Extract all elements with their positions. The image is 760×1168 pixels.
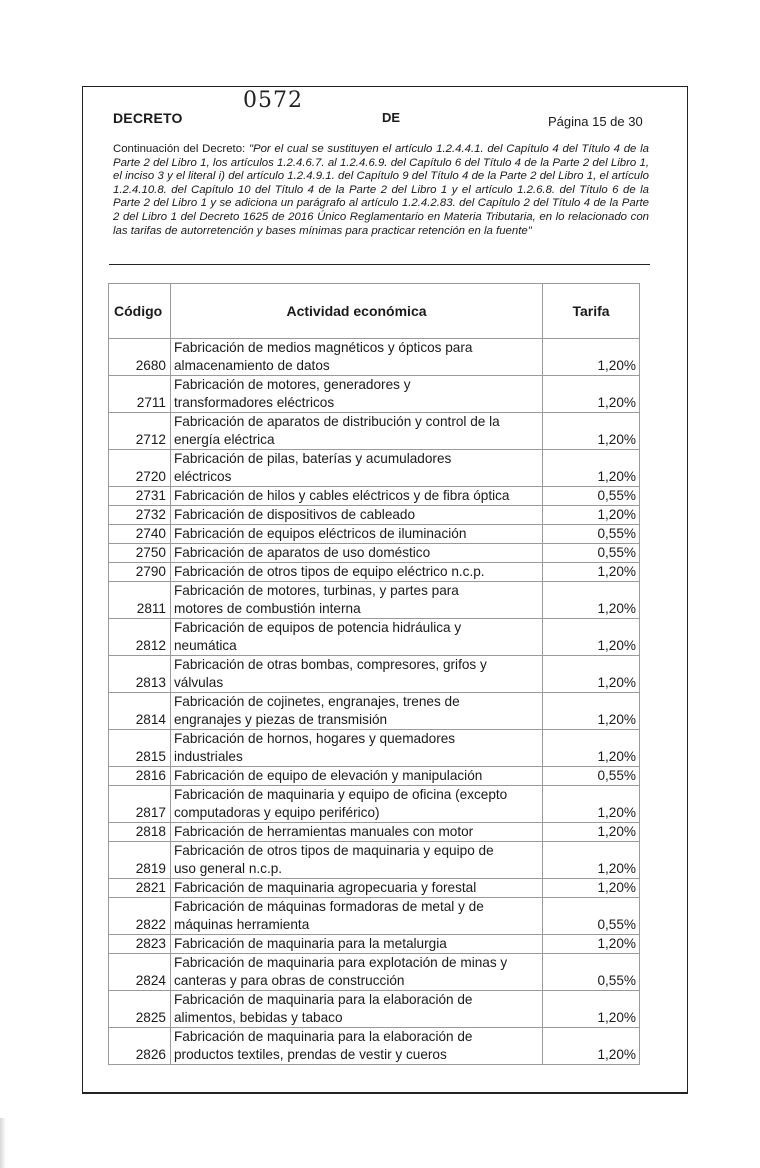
row-code: 2824 (109, 954, 171, 991)
activity-line: industriales (174, 749, 243, 764)
table-row (109, 954, 640, 991)
row-activity (171, 525, 543, 544)
activity-line: Fabricación de aparatos de uso doméstico (174, 545, 431, 560)
table-row (109, 525, 640, 544)
table-row (109, 487, 640, 506)
activity-line: engranajes y piezas de transmisión (174, 712, 388, 727)
row-activity (171, 487, 543, 506)
activity-line: Fabricación de pilas, baterías y acumuladores (174, 451, 452, 466)
row-rate: 1,20% (543, 823, 640, 842)
row-rate: 1,20% (543, 619, 640, 656)
row-rate: 1,20% (543, 506, 640, 525)
header-code: Código (109, 284, 171, 339)
row-rate: 0,55% (543, 544, 640, 563)
table-row (109, 1028, 640, 1065)
row-code: 2814 (109, 693, 171, 730)
table-row (109, 506, 640, 525)
table-row (109, 898, 640, 935)
row-code: 2812 (109, 619, 171, 656)
activity-line: Fabricación de otras bombas, compresores, grifos y (174, 657, 487, 672)
activity-line: Fabricación de equipo de elevación y manipulación (174, 768, 483, 783)
row-activity (171, 582, 543, 619)
header-activity: Actividad económica (171, 284, 543, 339)
table-body (109, 339, 640, 1065)
row-activity (171, 935, 543, 954)
row-activity (171, 450, 543, 487)
date-label: DE (382, 110, 401, 125)
row-activity (171, 563, 543, 582)
row-rate: 1,20% (543, 935, 640, 954)
row-code: 2816 (109, 767, 171, 786)
table-row (109, 823, 640, 842)
activity-line: Fabricación de maquinaria para explotación de minas y (174, 955, 508, 970)
row-rate: 1,20% (543, 376, 640, 413)
activity-line: Fabricación de equipos de potencia hidráulica y (174, 620, 462, 635)
table-row (109, 619, 640, 656)
activity-line: válvulas (174, 675, 224, 690)
scan-edge-shadow (0, 1118, 6, 1168)
activity-line: motores de combustión interna (174, 601, 361, 616)
table-header-row (109, 284, 640, 339)
row-activity (171, 339, 543, 376)
row-rate: 1,20% (543, 879, 640, 898)
table-row (109, 935, 640, 954)
activity-line: computadoras y equipo periférico) (174, 805, 380, 820)
row-code: 2818 (109, 823, 171, 842)
row-activity (171, 376, 543, 413)
row-code: 2711 (109, 376, 171, 413)
activity-line: Fabricación de herramientas manuales con motor (174, 824, 474, 839)
row-activity (171, 544, 543, 563)
row-code: 2817 (109, 786, 171, 823)
header-divider (109, 264, 650, 265)
row-code: 2720 (109, 450, 171, 487)
table-row (109, 450, 640, 487)
row-activity (171, 656, 543, 693)
row-rate: 1,20% (543, 786, 640, 823)
table-row (109, 413, 640, 450)
row-activity (171, 619, 543, 656)
row-rate: 0,55% (543, 898, 640, 935)
activity-line: Fabricación de maquinaria para la elaboración de (174, 992, 473, 1007)
row-rate: 1,20% (543, 1028, 640, 1065)
decree-number: 0572 (243, 88, 303, 113)
continuation-paragraph (113, 143, 649, 238)
table-row (109, 376, 640, 413)
decree-label: DECRETO (113, 110, 183, 126)
row-code: 2813 (109, 656, 171, 693)
activity-line: neumática (174, 638, 237, 653)
row-code: 2680 (109, 339, 171, 376)
activity-line: Fabricación de maquinaria para la elaboración de (174, 1029, 473, 1044)
table-row (109, 730, 640, 767)
row-code: 2750 (109, 544, 171, 563)
row-rate: 0,55% (543, 525, 640, 544)
row-code: 2712 (109, 413, 171, 450)
row-rate: 1,20% (543, 582, 640, 619)
table-row (109, 842, 640, 879)
row-activity (171, 954, 543, 991)
activity-line: Fabricación de hilos y cables eléctricos y de fibra óptica (174, 488, 510, 503)
row-code: 2740 (109, 525, 171, 544)
table-row (109, 767, 640, 786)
activity-line: transformadores eléctricos (174, 395, 335, 410)
row-code: 2815 (109, 730, 171, 767)
activity-line: energía eléctrica (174, 432, 275, 447)
row-code: 2811 (109, 582, 171, 619)
row-activity (171, 898, 543, 935)
row-rate: 1,20% (543, 656, 640, 693)
table-row (109, 582, 640, 619)
activity-line: Fabricación de máquinas formadoras de metal y de (174, 899, 484, 914)
tariff-table (108, 283, 640, 1065)
row-rate: 1,20% (543, 693, 640, 730)
row-activity (171, 786, 543, 823)
activity-line: Fabricación de equipos eléctricos de iluminación (174, 526, 467, 541)
activity-line: Fabricación de motores, generadores y (174, 377, 411, 392)
row-code: 2732 (109, 506, 171, 525)
table-row (109, 563, 640, 582)
continuation-prefix: Continuación del Decreto: (113, 143, 249, 155)
activity-line: almacenamiento de datos (174, 358, 330, 373)
activity-line: productos textiles, prendas de vestir y cueros (174, 1047, 447, 1062)
activity-line: alimentos, bebidas y tabaco (174, 1010, 343, 1025)
activity-line: Fabricación de cojinetes, engranajes, trenes de (174, 694, 460, 709)
activity-line: Fabricación de otros tipos de maquinaria y equipo de (174, 843, 494, 858)
activity-line: Fabricación de maquinaria agropecuaria y forestal (174, 880, 477, 895)
row-activity (171, 506, 543, 525)
row-activity (171, 730, 543, 767)
row-code: 2823 (109, 935, 171, 954)
table-row (109, 786, 640, 823)
row-activity (171, 823, 543, 842)
activity-line: Fabricación de maquinaria para la metalurgia (174, 936, 447, 951)
row-rate: 1,20% (543, 563, 640, 582)
row-activity (171, 991, 543, 1028)
row-code: 2826 (109, 1028, 171, 1065)
row-rate: 1,20% (543, 339, 640, 376)
row-rate: 1,20% (543, 842, 640, 879)
row-activity (171, 693, 543, 730)
table-row (109, 693, 640, 730)
table-row (109, 879, 640, 898)
activity-line: Fabricación de motores, turbinas, y partes para (174, 583, 459, 598)
row-activity (171, 842, 543, 879)
row-activity (171, 413, 543, 450)
activity-line: Fabricación de aparatos de distribución y control de la (174, 414, 500, 429)
header-rate: Tarifa (543, 284, 640, 339)
table-row (109, 991, 640, 1028)
row-rate: 1,20% (543, 450, 640, 487)
row-rate: 0,55% (543, 487, 640, 506)
row-rate: 1,20% (543, 413, 640, 450)
activity-line: Fabricación de otros tipos de equipo eléctrico n.c.p. (174, 564, 485, 579)
activity-line: Fabricación de dispositivos de cableado (174, 507, 416, 522)
activity-line: máquinas herramienta (174, 917, 310, 932)
activity-line: Fabricación de hornos, hogares y quemadores (174, 731, 456, 746)
row-rate: 1,20% (543, 991, 640, 1028)
row-rate: 0,55% (543, 767, 640, 786)
row-code: 2821 (109, 879, 171, 898)
table-row (109, 544, 640, 563)
table-row (109, 656, 640, 693)
row-rate: 0,55% (543, 954, 640, 991)
row-activity (171, 1028, 543, 1065)
row-activity (171, 879, 543, 898)
row-rate: 1,20% (543, 730, 640, 767)
row-code: 2790 (109, 563, 171, 582)
continuation-title: "Por el cual se sustituyen el artículo 1.2.4.4.1. del Capítulo 4 del Título 4 de la Parte 2 del Libro 1, los artículos 1.2.4.6.7. al 1.2.4.6.9. del Capítulo 6 del Título 4 de la Parte 2 del Libro 1, el inciso 3 y el literal i) del artículo 1.2.4.9.1. del Capítulo 9 del Título 4 de la Parte 2 del Libro 1, el artículo 1.2.4.10.8. del Capítulo 10 del Título 4 de la Parte 2 del Libro 1 y el artículo 1.2.6.8. del Título 6 de la Parte 2 del Libro 1 y se adiciona un parágrafo al artículo 1.2.4.2.83. del Capítulo 2 del Título 4 de la Parte 2 del Libro 1 del Decreto 1625 de 2016 Único Reglamentario en Materia Tributaria, en lo relacionado con las tarifas de autorretención y bases mínimas para practicar retención en la fuente" (113, 143, 649, 237)
row-activity (171, 767, 543, 786)
page-number: Página 15 de 30 (548, 114, 643, 129)
row-code: 2825 (109, 991, 171, 1028)
row-code: 2731 (109, 487, 171, 506)
activity-line: uso general n.c.p. (174, 861, 283, 876)
activity-line: eléctricos (174, 469, 232, 484)
row-code: 2819 (109, 842, 171, 879)
table-row (109, 339, 640, 376)
activity-line: Fabricación de medios magnéticos y ópticos para (174, 340, 473, 355)
activity-line: Fabricación de maquinaria y equipo de oficina (excepto (174, 787, 508, 802)
activity-line: canteras y para obras de construcción (174, 973, 405, 988)
row-code: 2822 (109, 898, 171, 935)
